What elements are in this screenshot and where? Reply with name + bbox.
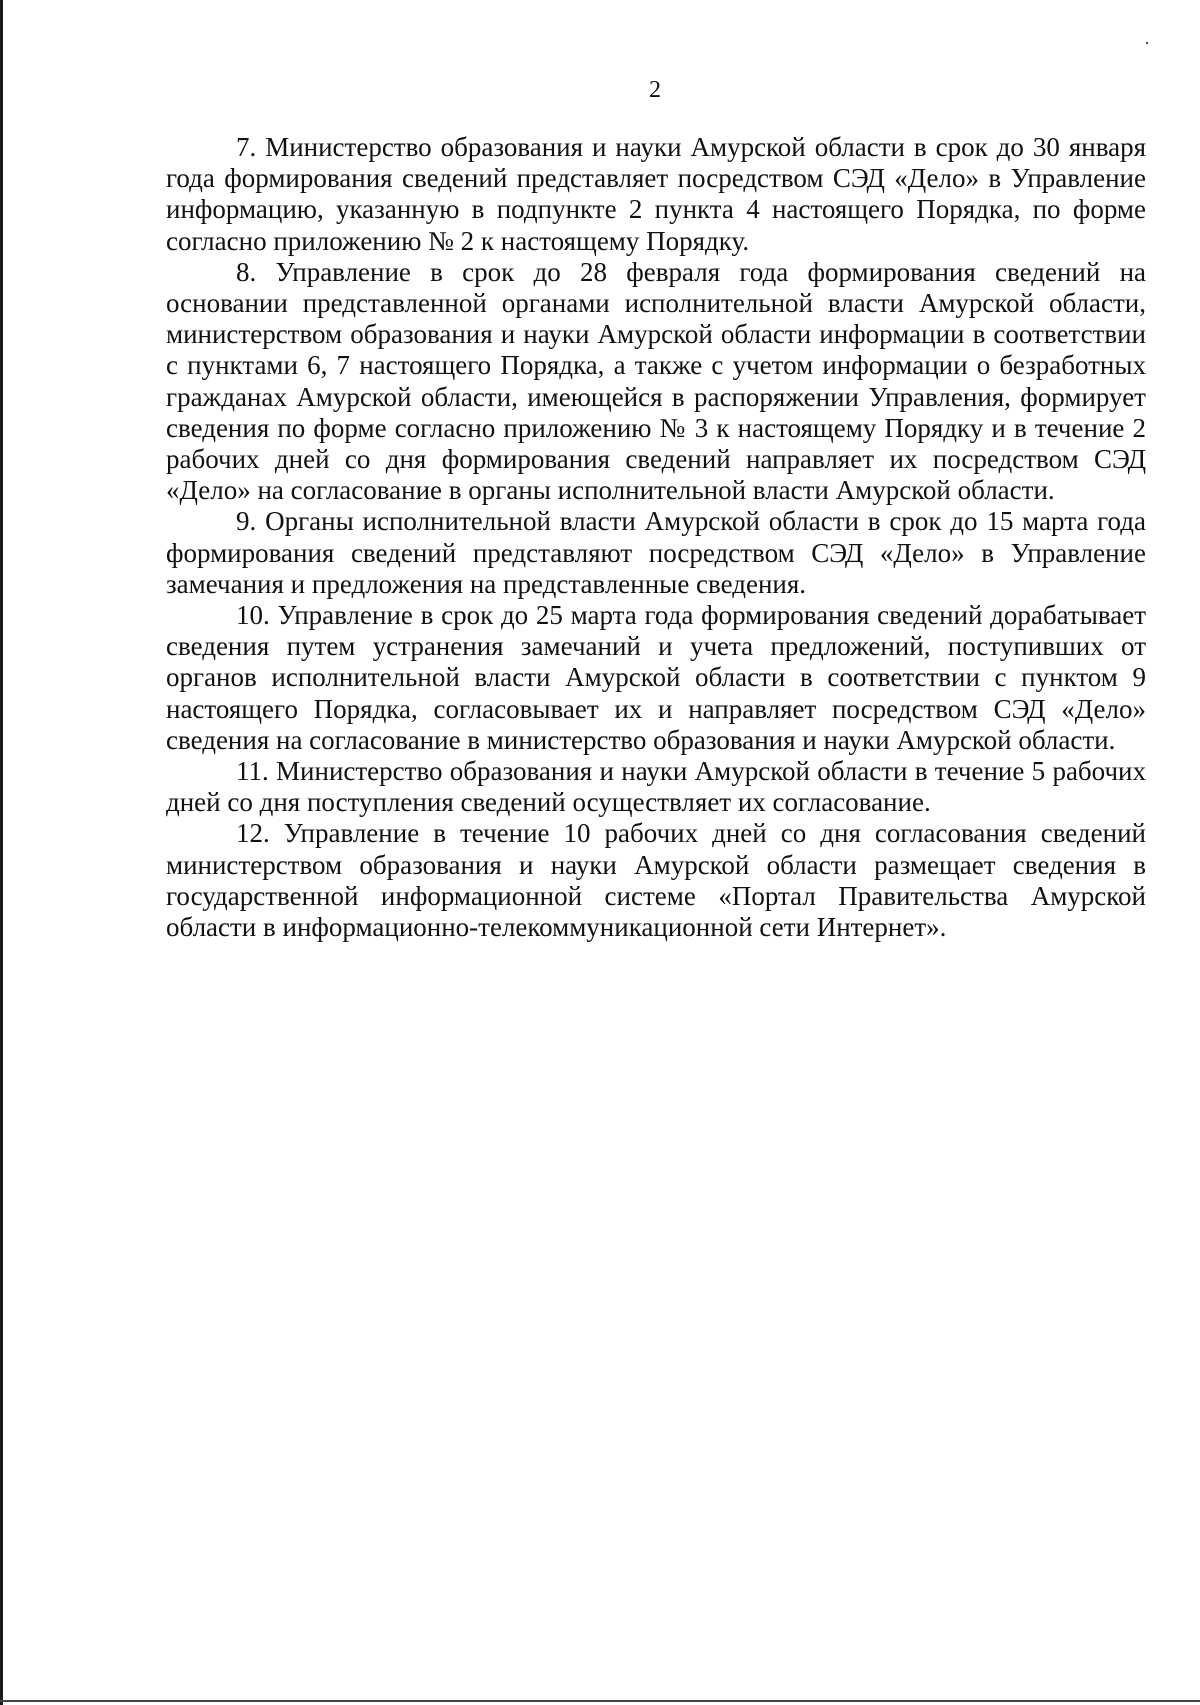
- paragraph-12: 12. Управление в течение 10 рабочих дней со дня согласования сведений министерством образования и науки Амурской области размещает сведения в государственной информационной системе «Портал Правительства Амурской области в информационно-телекоммуникационной сети Интернет».: [166, 818, 1146, 943]
- paragraph-8: 8. Управление в срок до 28 февраля года формирования сведений на основании представленной органами исполнительной власти Амурской области, министерством образования и науки Амурской области информации в соответствии с пунктами 6, 7 настоящего Порядка, а также с учетом информации о безработных гражданах Амурской области, имеющейся в распоряжении Управления, формирует сведения по форме согласно приложению № 3 к настоящему Порядку и в течение 2 рабочих дней со дня формирования сведений направляет их посредством СЭД «Дело» на согласование в органы исполнительной власти Амурской области.: [166, 256, 1146, 506]
- document-body: [166, 132, 1146, 943]
- scan-speck: [1146, 42, 1148, 44]
- page-number: 2: [649, 77, 661, 103]
- scan-edge-left: [0, 0, 3, 1705]
- paragraph-10: 10. Управление в срок до 25 марта года формирования сведений дорабатывает сведения путем устранения замечаний и учета предложений, поступивших от органов исполнительной власти Амурской области в соответствии с пунктом 9 настоящего Порядка, согласовывает их и направляет посредством СЭД «Дело» сведения на согласование в министерство образования и науки Амурской области.: [166, 600, 1146, 755]
- scan-edge-bottom: [0, 1700, 1200, 1702]
- paragraph-11: 11. Министерство образования и науки Амурской области в течение 5 рабочих дней со дня поступления сведений осуществляет их согласование.: [166, 756, 1146, 818]
- paragraph-7: 7. Министерство образования и науки Амурской области в срок до 30 января года формирования сведений представляет посредством СЭД «Дело» в Управление информацию, указанную в подпункте 2 пункта 4 настоящего Порядка, по форме согласно приложению № 2 к настоящему Порядку.: [166, 132, 1146, 256]
- paragraph-9: 9. Органы исполнительной власти Амурской области в срок до 15 марта года формирования сведений представляют посредством СЭД «Дело» в Управление замечания и предложения на представленные сведения.: [166, 506, 1146, 599]
